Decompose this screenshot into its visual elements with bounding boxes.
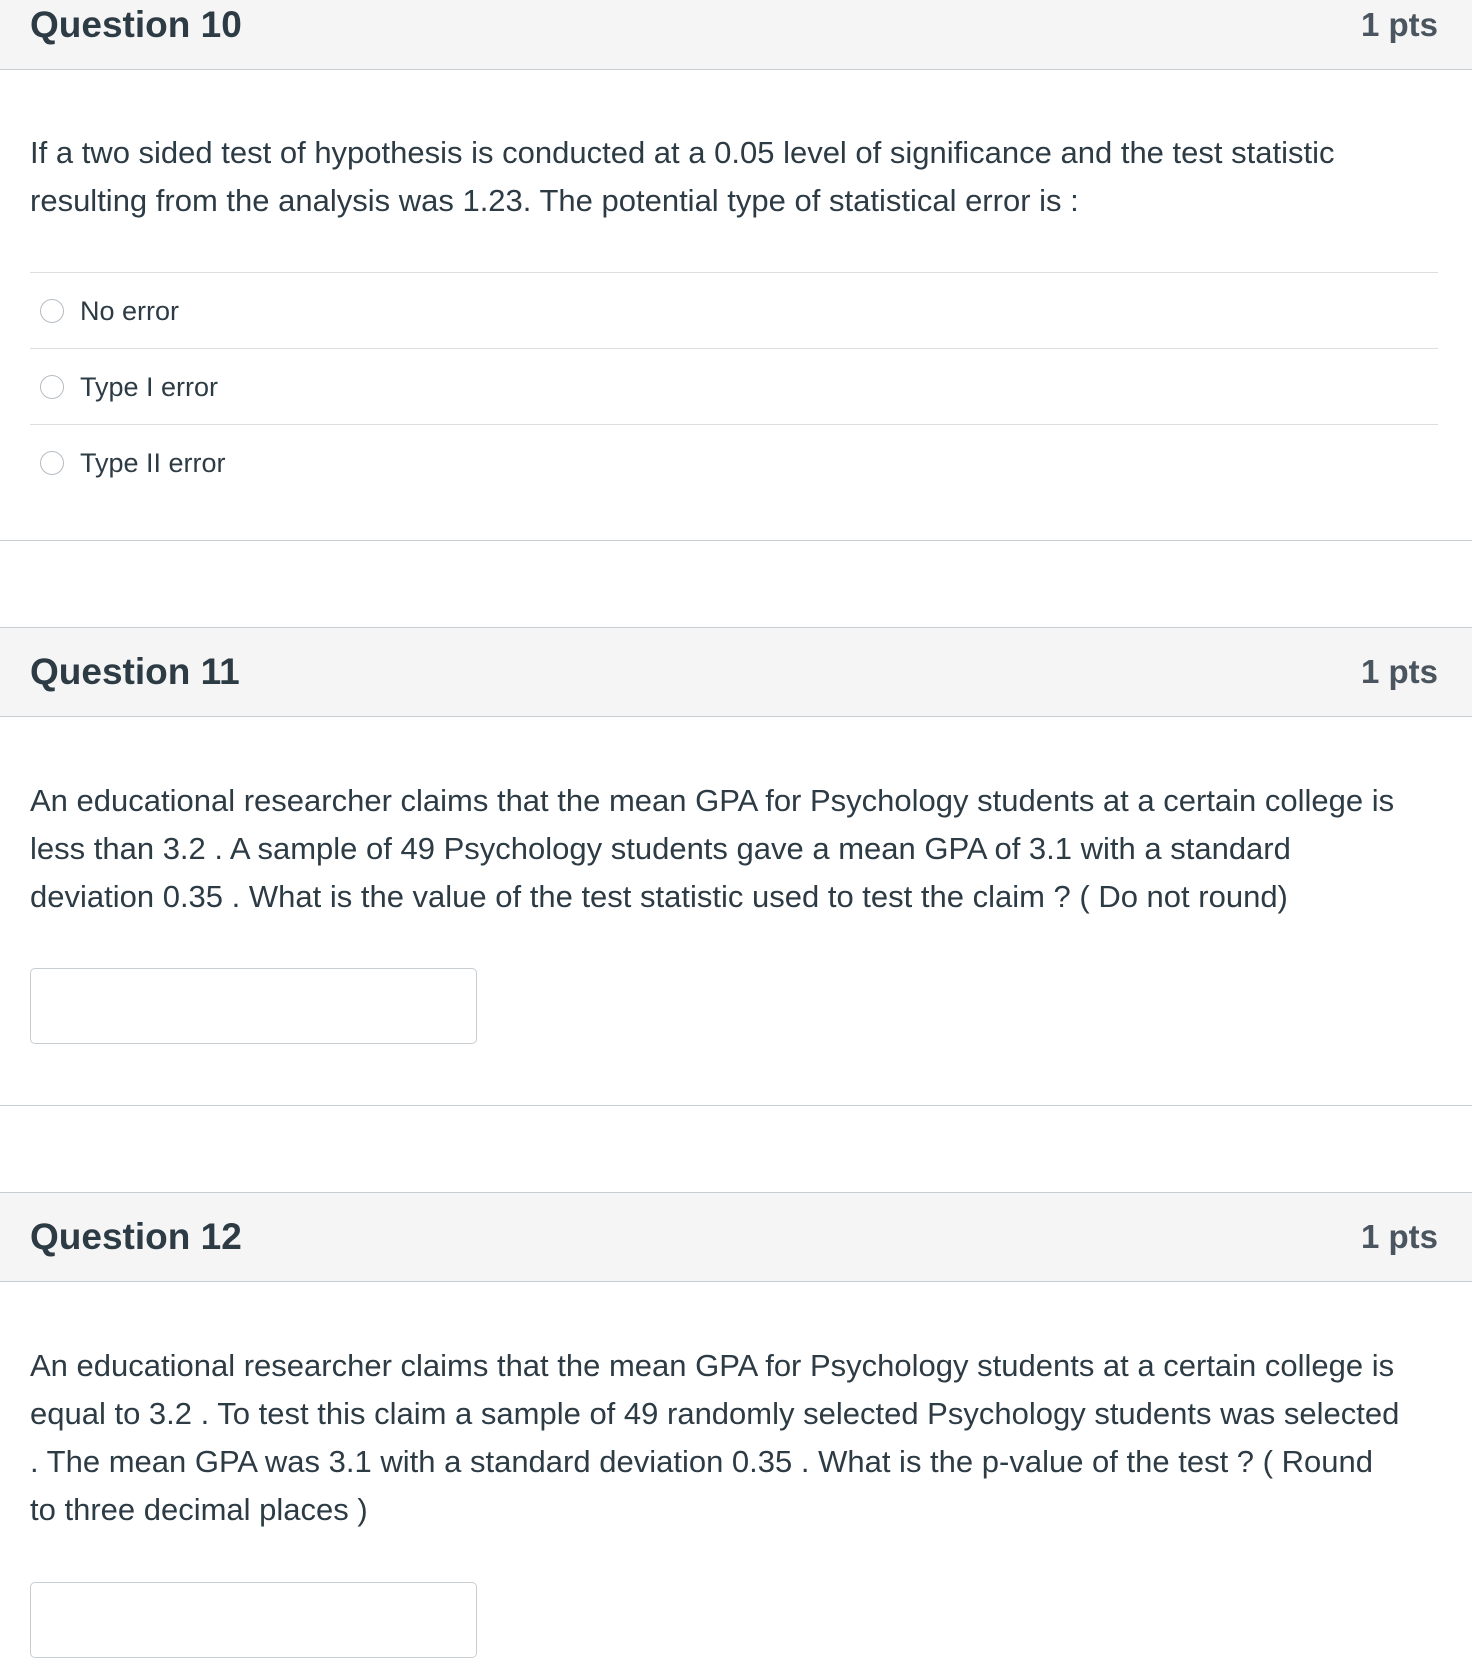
- question-text: [30, 129, 1440, 225]
- question-title: Question 11: [30, 651, 240, 692]
- answer-option-type-i-error[interactable]: [30, 348, 1438, 424]
- answer-label[interactable]: Type II error: [80, 448, 226, 478]
- question-points: 1 pts: [1360, 5, 1438, 43]
- radio-button[interactable]: [40, 451, 64, 475]
- question-title: Question 12: [30, 1216, 242, 1257]
- question-text-line: deviation 0.35 . What is the value of the test statistic used to test the claim ? ( Do not round): [30, 879, 1288, 914]
- question-points: 1 pts: [1360, 653, 1438, 690]
- question-text-line: equal to 3.2 . To test this claim a sample of 49 randomly selected Psychology students was selected: [30, 1396, 1400, 1431]
- question-text: [30, 777, 1440, 921]
- question-separator: [0, 1105, 1472, 1106]
- question-title: Question 10: [30, 3, 242, 45]
- question-points: 1 pts: [1360, 1218, 1438, 1255]
- answer-option-no-error[interactable]: [30, 272, 1438, 348]
- question-text-line: An educational researcher claims that the mean GPA for Psychology students at a certain college is: [30, 1348, 1395, 1383]
- radio-button[interactable]: [40, 299, 64, 323]
- question-text-line: resulting from the analysis was 1.23. The potential type of statistical error is :: [30, 183, 1079, 218]
- answer-input[interactable]: [30, 968, 477, 1044]
- question-text-line: If a two sided test of hypothesis is conducted at a 0.05 level of significance and the test statistic: [30, 135, 1335, 170]
- question-10-header: [0, 0, 1472, 70]
- answer-label[interactable]: No error: [80, 296, 180, 326]
- answer-label[interactable]: Type I error: [80, 372, 219, 402]
- question-text-line: . The mean GPA was 3.1 with a standard deviation 0.35 . What is the p-value of the test ? ( Round: [30, 1444, 1373, 1479]
- question-text-line: to three decimal places ): [30, 1492, 368, 1527]
- answer-option-type-ii-error[interactable]: [30, 424, 1438, 500]
- question-text: [30, 1342, 1440, 1534]
- question-12-header: [0, 1192, 1472, 1282]
- question-11-header: [0, 627, 1472, 717]
- radio-button[interactable]: [40, 375, 64, 399]
- answer-input[interactable]: [30, 1582, 477, 1658]
- question-text-line: An educational researcher claims that the mean GPA for Psychology students at a certain college is: [30, 783, 1395, 818]
- question-text-line: less than 3.2 . A sample of 49 Psychology students gave a mean GPA of 3.1 with a standard: [30, 831, 1291, 866]
- question-separator: [0, 540, 1472, 541]
